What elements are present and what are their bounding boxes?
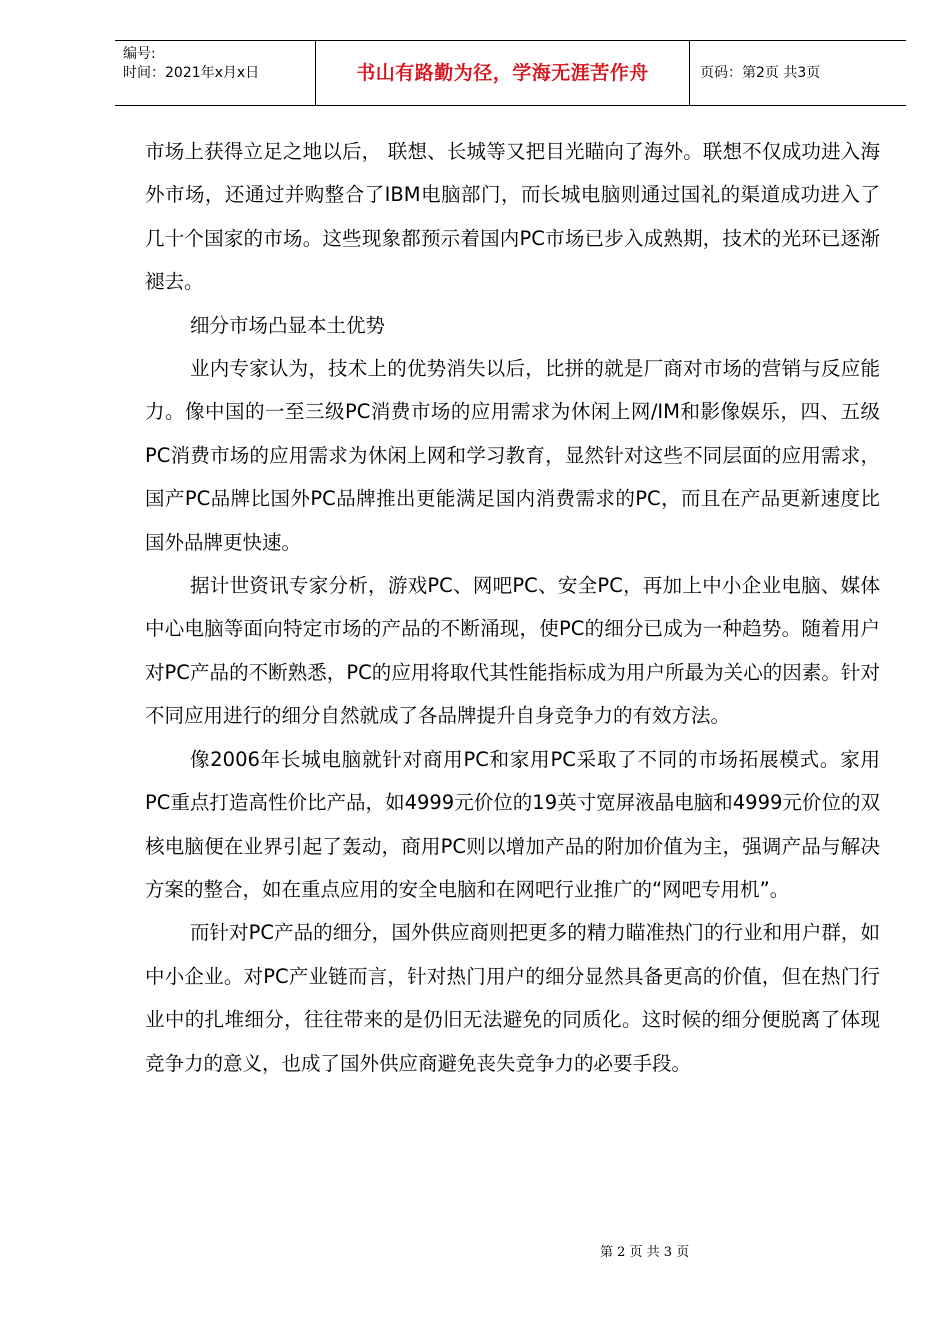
header-motto: 书山有路勤为径，学海无涯苦作舟 [316, 41, 690, 105]
document-time-label: 时间：2021年x月x日 [123, 65, 260, 81]
page-header-table [115, 40, 906, 106]
header-meta-cell [115, 41, 316, 105]
body-paragraph: 市场上获得立足之地以后， 联想、长城等又把目光瞄向了海外。联想不仅成功进入海外市场，还通过并购整合了IBM电脑部门，而长城电脑则通过国礼的渠道成功进入了几十个国家的市场。这些现象都预示着国内PC市场已步入成熟期，技术的光环已逐渐褪去。 [145, 140, 880, 294]
body-paragraph: 据计世资讯专家分析，游戏PC、网吧PC、安全PC，再加上中小企业电脑、媒体中心电脑等面向特定市场的产品的不断涌现，使PC的细分已成为一种趋势。随着用户对PC产品的不断熟悉，PC的应用将取代其性能指标成为用户所最为关心的因素。针对不同应用进行的细分自然就成了各品牌提升自身竞争力的有效方法。 [145, 574, 880, 728]
page-footer-number: 第 2 页 共 3 页 [600, 1245, 690, 1260]
body-paragraph: 像2006年长城电脑就针对商用PC和家用PC采取了不同的市场拓展模式。家用PC重点打造高性价比产品，如4999元价位的19英寸宽屏液晶电脑和4999元价位的双核电脑便在业界引起了轰动，商用PC则以增加产品的附加价值为主，强调产品与解决方案的整合，如在重点应用的安全电脑和在网吧行业推广的“网吧专用机”。 [145, 747, 880, 901]
section-heading: 细分市场凸显本土优势 [190, 313, 386, 337]
document-number-label: 编号: [123, 46, 156, 62]
body-paragraph: 业内专家认为，技术上的优势消失以后，比拼的就是厂商对市场的营销与反应能力。像中国的一至三级PC消费市场的应用需求为休闲上网/IM和影像娱乐，四、五级PC消费市场的应用需求为休闲上网和学习教育，显然针对这些不同层面的应用需求，国产PC品牌比国外PC品牌推出更能满足国内消费需求的PC，而且在产品更新速度比国外品牌更快速。 [145, 357, 880, 554]
document-body [145, 130, 880, 1085]
body-paragraph: 而针对PC产品的细分，国外供应商则把更多的精力瞄准热门的行业和用户群，如中小企业。对PC产业链而言，针对热门用户的细分显然具备更高的价值，但在热门行业中的扎堆细分，往往带来的是仍旧无法避免的同质化。这时候的细分便脱离了体现竞争力的意义，也成了国外供应商避免丧失竞争力的必要手段。 [145, 921, 880, 1075]
header-page-label: 页码：第2页 共3页 [700, 65, 821, 81]
